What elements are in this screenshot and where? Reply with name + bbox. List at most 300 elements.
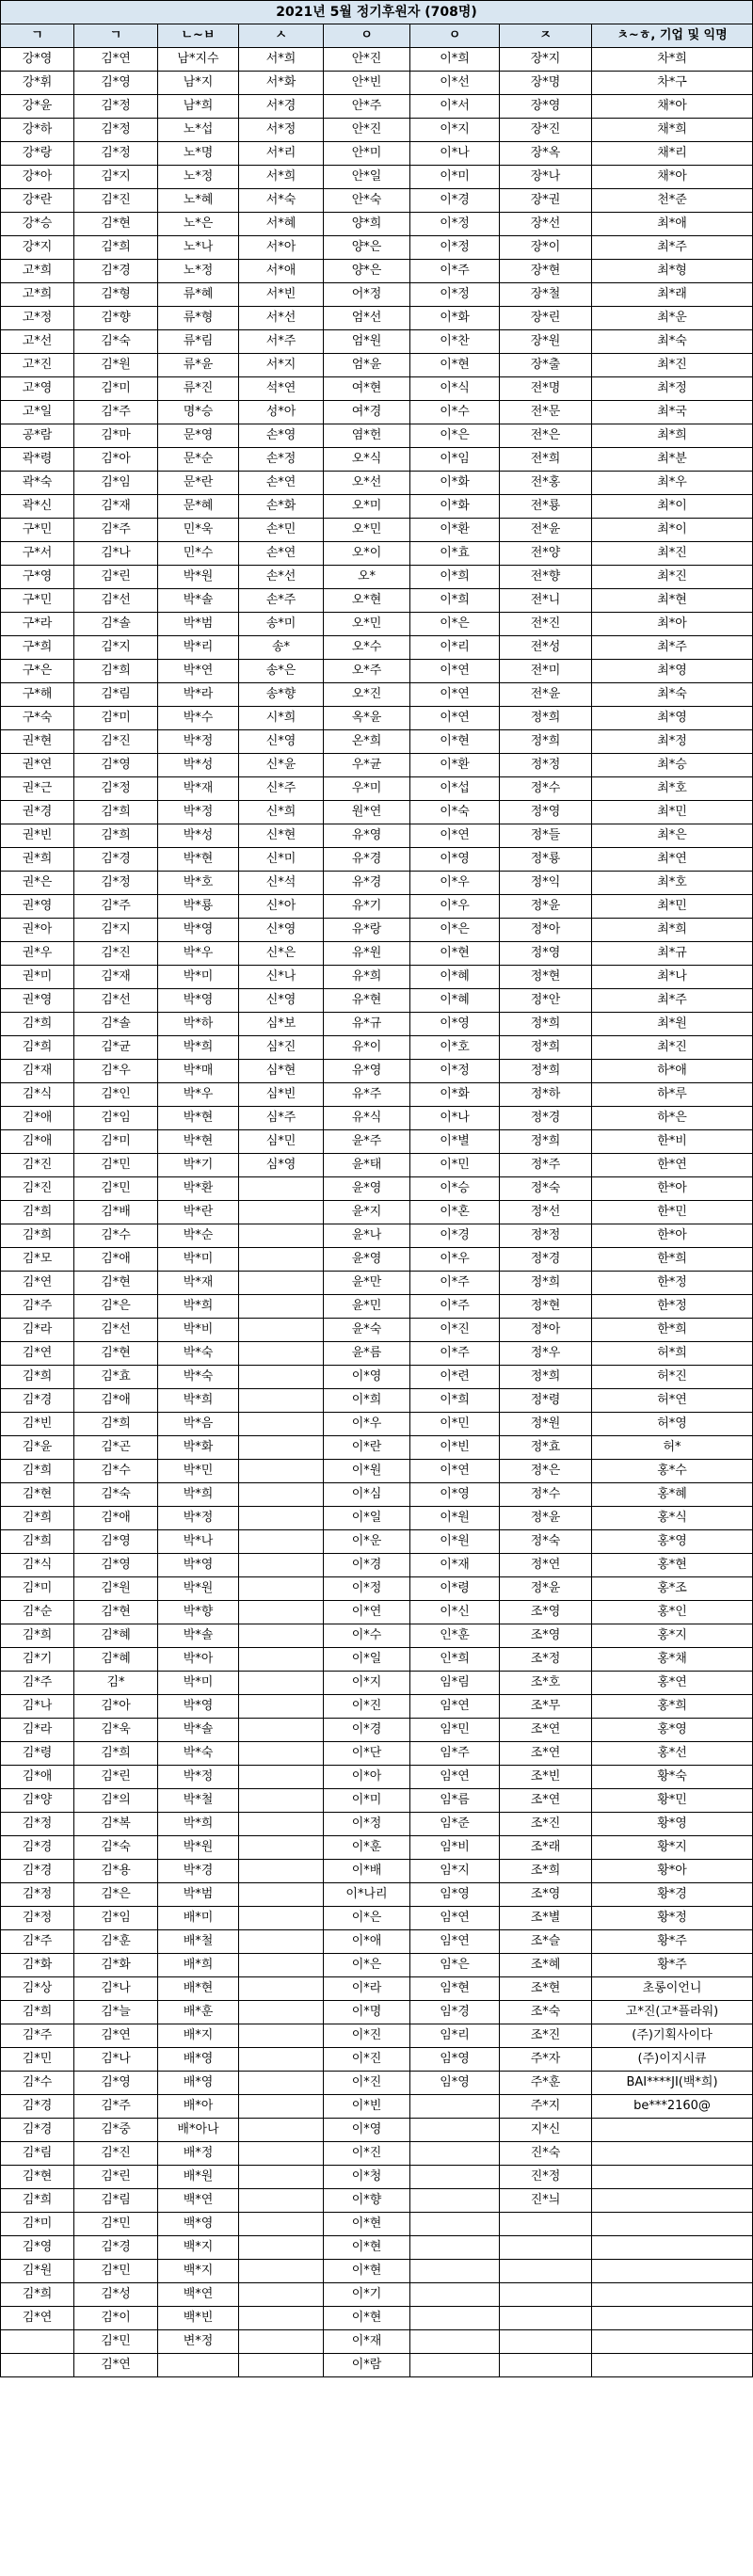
table-cell: 허* — [592, 1436, 753, 1460]
table-cell: 주*훈 — [500, 2072, 592, 2095]
table-cell: 백*영 — [158, 2213, 239, 2236]
table-cell: 이*찬 — [410, 330, 500, 354]
table-cell: 이*혜 — [410, 989, 500, 1013]
table-cell: 김*인 — [74, 1083, 158, 1107]
table-row — [1, 48, 753, 72]
table-cell: 김*재 — [74, 966, 158, 989]
table-cell: 박*화 — [158, 1436, 239, 1460]
table-cell: 노*정 — [158, 166, 239, 189]
table-cell — [239, 2072, 324, 2095]
table-cell: 강*지 — [1, 236, 74, 260]
table-cell: 권*희 — [1, 848, 74, 872]
table-cell: 윤*름 — [324, 1342, 410, 1366]
table-cell — [239, 1883, 324, 1907]
table-cell: 백*연 — [158, 2283, 239, 2307]
table-row — [1, 1954, 753, 1977]
table-cell — [239, 1366, 324, 1389]
table-row — [1, 919, 753, 942]
table-cell: 김*애 — [1, 1766, 74, 1789]
table-cell: 최*주 — [592, 989, 753, 1013]
table-cell: 김*지 — [74, 919, 158, 942]
table-cell: 배*지 — [158, 2024, 239, 2048]
table-cell: 전*성 — [500, 636, 592, 660]
table-cell: 이*민 — [410, 1413, 500, 1436]
table-cell: 김*주 — [74, 895, 158, 919]
table-cell: 전*룡 — [500, 495, 592, 519]
table-cell: 이*정 — [410, 1060, 500, 1083]
table-cell: 오*수 — [324, 636, 410, 660]
table-cell: 최*진 — [592, 354, 753, 377]
table-cell: 유*규 — [324, 1013, 410, 1036]
table-cell: 구*희 — [1, 636, 74, 660]
table-row — [1, 942, 753, 966]
table-cell: 서*애 — [239, 260, 324, 283]
table-cell: 이*혜 — [410, 966, 500, 989]
table-cell: 이*진 — [324, 2048, 410, 2072]
table-cell: 배*철 — [158, 1930, 239, 1954]
table-row — [1, 213, 753, 236]
table-cell: 이*주 — [410, 1272, 500, 1295]
table-cell — [239, 1177, 324, 1201]
table-cell — [410, 2095, 500, 2119]
table-cell: 박*솔 — [158, 589, 239, 613]
table-cell — [239, 1389, 324, 1413]
table-cell: 김*훈 — [74, 1930, 158, 1954]
table-cell: 석*연 — [239, 377, 324, 401]
table-cell: 오*주 — [324, 660, 410, 683]
table-cell: 김*정 — [74, 777, 158, 801]
table-row — [1, 2283, 753, 2307]
table-cell: 우*미 — [324, 777, 410, 801]
table-cell: 윤*영 — [324, 1177, 410, 1201]
table-cell — [410, 2236, 500, 2260]
table-row — [1, 966, 753, 989]
table-cell: 송*은 — [239, 660, 324, 683]
table-cell: 이*정 — [324, 1577, 410, 1601]
table-row — [1, 2189, 753, 2213]
table-cell — [239, 1554, 324, 1577]
table-cell: 옥*윤 — [324, 707, 410, 730]
table-cell: 윤*영 — [324, 1248, 410, 1272]
table-cell: 곽*신 — [1, 495, 74, 519]
table-cell: 최*희 — [592, 424, 753, 448]
table-cell: 손*영 — [239, 424, 324, 448]
table-cell: 서*빈 — [239, 283, 324, 307]
table-cell — [592, 2283, 753, 2307]
table-cell: 정*윤 — [500, 1507, 592, 1530]
table-cell: 이*우 — [410, 872, 500, 895]
table-cell — [410, 2260, 500, 2283]
table-cell: 최*호 — [592, 777, 753, 801]
table-cell: 김*의 — [74, 1789, 158, 1813]
table-cell: 박*영 — [158, 1695, 239, 1719]
table-row — [1, 1177, 753, 1201]
table-cell: 김*민 — [74, 2260, 158, 2283]
table-cell: 황*정 — [592, 1907, 753, 1930]
table-cell — [239, 1672, 324, 1695]
table-cell: 박*정 — [158, 730, 239, 754]
table-cell: 안*주 — [324, 95, 410, 119]
table-cell: 임*경 — [410, 2001, 500, 2024]
table-cell: 심*진 — [239, 1036, 324, 1060]
table-cell: 김*연 — [1, 2307, 74, 2330]
table-cell: 이*미 — [410, 166, 500, 189]
table-cell: 김*지 — [74, 636, 158, 660]
table-cell: 이*은 — [410, 613, 500, 636]
table-title: 2021년 5월 정기후원자 (708명) — [1, 1, 753, 24]
table-cell: 최*희 — [592, 919, 753, 942]
table-cell: 박*철 — [158, 1789, 239, 1813]
table-cell: 김*경 — [1, 2119, 74, 2142]
table-cell: 유*경 — [324, 872, 410, 895]
column-header: ㅇ — [410, 24, 500, 48]
table-cell: 정*희 — [500, 707, 592, 730]
table-cell: 김*경 — [74, 2236, 158, 2260]
table-row — [1, 72, 753, 95]
table-cell: 이*환 — [410, 519, 500, 542]
table-cell: 김*정 — [1, 1907, 74, 1930]
title-row — [1, 1, 753, 24]
table-cell: 임*연 — [410, 1907, 500, 1930]
table-cell: 김*현 — [74, 1272, 158, 1295]
table-row — [1, 777, 753, 801]
table-row — [1, 683, 753, 707]
table-cell: 최*민 — [592, 801, 753, 824]
table-cell: 홍*식 — [592, 1507, 753, 1530]
table-cell: 염*헌 — [324, 424, 410, 448]
table-cell: 박*하 — [158, 1013, 239, 1036]
table-cell — [239, 2213, 324, 2236]
table-row — [1, 2330, 753, 2354]
table-cell: 이*화 — [410, 472, 500, 495]
table-cell: 박*우 — [158, 1083, 239, 1107]
table-cell: 이*희 — [410, 1389, 500, 1413]
table-cell: 허*연 — [592, 1389, 753, 1413]
table-cell: 송* — [239, 636, 324, 660]
table-cell: 송*미 — [239, 613, 324, 636]
table-cell: 서*경 — [239, 95, 324, 119]
table-cell: 오*식 — [324, 448, 410, 472]
table-row — [1, 1836, 753, 1860]
table-cell — [239, 1836, 324, 1860]
table-cell: 양*희 — [324, 213, 410, 236]
table-cell: 채*아 — [592, 166, 753, 189]
table-cell: 김*윤 — [1, 1436, 74, 1460]
table-row — [1, 1624, 753, 1648]
table-cell: 조*진 — [500, 1813, 592, 1836]
table-cell — [500, 2354, 592, 2377]
table-cell: 곽*령 — [1, 448, 74, 472]
table-cell: 김*미 — [74, 707, 158, 730]
table-cell: 임*연 — [410, 1766, 500, 1789]
table-cell: 전*미 — [500, 660, 592, 683]
table-cell: 주*자 — [500, 2048, 592, 2072]
table-cell — [239, 1695, 324, 1719]
table-cell: 이*미 — [324, 1789, 410, 1813]
table-cell: 김*나 — [74, 2048, 158, 2072]
table-cell: 이*희 — [324, 1389, 410, 1413]
table-cell: 임*지 — [410, 1860, 500, 1883]
table-cell — [410, 2354, 500, 2377]
table-cell: 노*혜 — [158, 189, 239, 213]
table-cell: 안*빈 — [324, 72, 410, 95]
table-cell: 임*연 — [410, 1930, 500, 1954]
table-cell: 차*구 — [592, 72, 753, 95]
table-row — [1, 1672, 753, 1695]
table-cell: 구*숙 — [1, 707, 74, 730]
table-cell — [239, 2119, 324, 2142]
table-cell: 장*지 — [500, 48, 592, 72]
table-cell: 배*훈 — [158, 2001, 239, 2024]
table-row — [1, 895, 753, 919]
table-cell: 김*진 — [74, 189, 158, 213]
table-cell: 정*연 — [500, 1554, 592, 1577]
table-cell: 손*민 — [239, 519, 324, 542]
table-cell: 김*연 — [1, 1272, 74, 1295]
table-cell: 이*현 — [324, 2236, 410, 2260]
table-cell: 민*수 — [158, 542, 239, 566]
table-cell: 한*아 — [592, 1177, 753, 1201]
table-cell: 김*경 — [1, 1860, 74, 1883]
table-cell: 이*람 — [324, 2354, 410, 2377]
table-cell — [592, 2166, 753, 2189]
table-cell: 장*원 — [500, 330, 592, 354]
table-cell — [239, 2283, 324, 2307]
table-cell: 오*민 — [324, 613, 410, 636]
table-row — [1, 566, 753, 589]
table-cell: 류*형 — [158, 307, 239, 330]
table-cell: 김*아 — [74, 1695, 158, 1719]
table-row — [1, 1036, 753, 1060]
table-cell: 김*현 — [74, 213, 158, 236]
table-cell: 박*우 — [158, 942, 239, 966]
table-cell: 홍*현 — [592, 1554, 753, 1577]
table-cell — [239, 2001, 324, 2024]
table-cell: 박*숙 — [158, 1742, 239, 1766]
column-header: ㄱ — [1, 24, 74, 48]
table-row — [1, 1577, 753, 1601]
table-cell: 김*연 — [74, 2354, 158, 2377]
table-cell: 박*원 — [158, 566, 239, 589]
table-row — [1, 589, 753, 613]
table-cell: 변*정 — [158, 2330, 239, 2354]
table-cell — [239, 1766, 324, 1789]
table-cell: BAI****JI(백*희) — [592, 2072, 753, 2095]
table-cell — [239, 1977, 324, 2001]
table-cell: 김*주 — [1, 1930, 74, 1954]
table-cell: 김*상 — [1, 1977, 74, 2001]
table-cell: 김*현 — [74, 1342, 158, 1366]
table-cell: 이*나 — [410, 142, 500, 166]
table-row — [1, 2001, 753, 2024]
table-cell: 장*린 — [500, 307, 592, 330]
table-row — [1, 2095, 753, 2119]
table-cell: 김*미 — [1, 2213, 74, 2236]
table-row — [1, 2354, 753, 2377]
table-row — [1, 354, 753, 377]
table-cell: 고*영 — [1, 377, 74, 401]
table-cell: 홍*조 — [592, 1577, 753, 1601]
table-cell: 홍*채 — [592, 1648, 753, 1672]
table-row — [1, 1907, 753, 1930]
table-cell: 최*이 — [592, 519, 753, 542]
table-cell: 김*이 — [74, 2307, 158, 2330]
table-cell: 김*연 — [74, 48, 158, 72]
table-cell: 주*지 — [500, 2095, 592, 2119]
table-cell: 손*주 — [239, 589, 324, 613]
table-cell — [239, 2048, 324, 2072]
table-cell: 최*정 — [592, 377, 753, 401]
table-cell: 최*민 — [592, 895, 753, 919]
table-cell: 강*영 — [1, 48, 74, 72]
table-row — [1, 2236, 753, 2260]
table-cell: 최*형 — [592, 260, 753, 283]
table-row — [1, 801, 753, 824]
table-cell: 임*민 — [410, 1719, 500, 1742]
table-cell: 전*문 — [500, 401, 592, 424]
table-cell: 장*영 — [500, 95, 592, 119]
table-cell: 장*선 — [500, 213, 592, 236]
table-cell: 이*진 — [324, 2024, 410, 2048]
table-cell: 김*경 — [1, 1389, 74, 1413]
table-row — [1, 2307, 753, 2330]
table-cell — [410, 2119, 500, 2142]
table-cell: 하*루 — [592, 1083, 753, 1107]
table-cell: 임*림 — [410, 1672, 500, 1695]
table-cell: 이*영 — [324, 1366, 410, 1389]
table-cell: 유*원 — [324, 942, 410, 966]
table-cell: 이*은 — [324, 1954, 410, 1977]
table-cell: 정*희 — [500, 730, 592, 754]
table-cell: 명*승 — [158, 401, 239, 424]
table-cell: 이*연 — [410, 660, 500, 683]
table-cell — [239, 1201, 324, 1224]
table-cell: 이*라 — [324, 1977, 410, 2001]
table-cell: 박*란 — [158, 1201, 239, 1224]
table-cell: 서*혜 — [239, 213, 324, 236]
table-cell: 조*연 — [500, 1789, 592, 1813]
table-cell: 정*아 — [500, 1319, 592, 1342]
table-row — [1, 1201, 753, 1224]
table-cell: 하*애 — [592, 1060, 753, 1083]
table-cell: 이*정 — [324, 1813, 410, 1836]
table-cell: 강*휘 — [1, 72, 74, 95]
table-row — [1, 119, 753, 142]
table-cell — [410, 2330, 500, 2354]
table-cell: 김*배 — [74, 1201, 158, 1224]
table-cell: 정*령 — [500, 1389, 592, 1413]
table-cell: 김*정 — [74, 142, 158, 166]
table-cell: 고*희 — [1, 283, 74, 307]
table-row — [1, 2142, 753, 2166]
table-cell: 정*윤 — [500, 1577, 592, 1601]
table-cell: 서*숙 — [239, 189, 324, 213]
table-cell — [500, 2236, 592, 2260]
table-row — [1, 424, 753, 448]
table-cell: 최*우 — [592, 472, 753, 495]
table-cell: 엄*선 — [324, 307, 410, 330]
table-cell: 손*화 — [239, 495, 324, 519]
table-cell: 이*주 — [410, 1295, 500, 1319]
table-cell: 노*은 — [158, 213, 239, 236]
table-cell — [239, 1648, 324, 1672]
table-cell: 임*름 — [410, 1789, 500, 1813]
table-cell: 조*혜 — [500, 1954, 592, 1977]
table-cell: 고*일 — [1, 401, 74, 424]
table-cell: 한*희 — [592, 1319, 753, 1342]
table-cell: 오* — [324, 566, 410, 589]
table-cell: 시*희 — [239, 707, 324, 730]
table-cell: 장*명 — [500, 72, 592, 95]
table-cell: 정*현 — [500, 1295, 592, 1319]
table-cell: 강*랑 — [1, 142, 74, 166]
table-cell: 정*영 — [500, 942, 592, 966]
table-cell: 김*재 — [1, 1060, 74, 1083]
table-cell: 김*원 — [74, 1577, 158, 1601]
table-cell: 이*진 — [324, 2142, 410, 2166]
table-cell: 신*아 — [239, 895, 324, 919]
table-cell — [410, 2283, 500, 2307]
table-row — [1, 401, 753, 424]
table-row — [1, 1413, 753, 1436]
table-cell: 구*민 — [1, 519, 74, 542]
table-row — [1, 613, 753, 636]
table-cell: 김*희 — [1, 1366, 74, 1389]
table-cell: 김*연 — [74, 2024, 158, 2048]
table-cell — [239, 2330, 324, 2354]
table-cell — [592, 2354, 753, 2377]
table-cell: 서*희 — [239, 166, 324, 189]
table-cell: 김*임 — [74, 472, 158, 495]
table-row — [1, 1366, 753, 1389]
table-cell: 김*성 — [74, 2283, 158, 2307]
table-cell: 장*철 — [500, 283, 592, 307]
table-cell: 황*주 — [592, 1930, 753, 1954]
table-row — [1, 1719, 753, 1742]
table-row — [1, 2048, 753, 2072]
table-cell: 신*나 — [239, 966, 324, 989]
table-cell: 문*란 — [158, 472, 239, 495]
table-cell: 박*경 — [158, 1860, 239, 1883]
table-cell: 임*영 — [410, 2048, 500, 2072]
table-cell: 이*나리 — [324, 1883, 410, 1907]
table-cell: 김*주 — [1, 1672, 74, 1695]
table-cell — [500, 2283, 592, 2307]
table-cell: 손*정 — [239, 448, 324, 472]
table-cell — [239, 1860, 324, 1883]
table-cell: 김*린 — [74, 566, 158, 589]
table-cell: 정*경 — [500, 1248, 592, 1272]
table-cell: 정*희 — [500, 1036, 592, 1060]
table-cell: 박*환 — [158, 1177, 239, 1201]
table-cell: 정*효 — [500, 1436, 592, 1460]
table-cell: 정*은 — [500, 1460, 592, 1483]
table-cell: 정*정 — [500, 1224, 592, 1248]
table-row — [1, 1483, 753, 1507]
table-cell: 이*선 — [410, 72, 500, 95]
table-cell: 김*선 — [74, 589, 158, 613]
table-cell: 최*나 — [592, 966, 753, 989]
table-cell: 이*신 — [410, 1601, 500, 1624]
table-cell: 김*기 — [1, 1648, 74, 1672]
table-cell: 임*준 — [410, 1813, 500, 1836]
table-cell: 박*성 — [158, 824, 239, 848]
table-cell: 천*준 — [592, 189, 753, 213]
table-cell: 박*비 — [158, 1319, 239, 1342]
table-cell: 김*희 — [74, 236, 158, 260]
table-cell — [239, 2166, 324, 2189]
table-cell: 정*하 — [500, 1083, 592, 1107]
